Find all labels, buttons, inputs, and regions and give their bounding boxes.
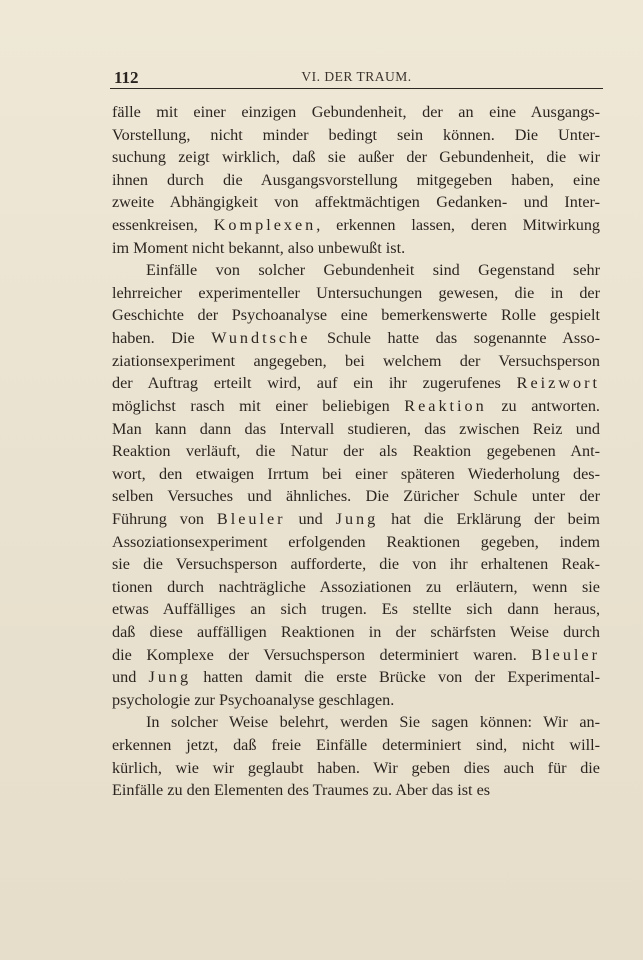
text-line [112, 644, 600, 667]
text-line [112, 395, 600, 418]
text-segment: und [285, 509, 336, 528]
text-line [112, 508, 600, 531]
text-segment: Schule hatte das sogenannte Asso- [310, 329, 600, 348]
text-segment: hat die Erklärung der beim [378, 509, 600, 528]
text-segment: Geschichte der Psychoanalyse eine bemerkenswerte Rolle gespielt [112, 306, 600, 325]
spaced-emphasis: Jung [335, 509, 379, 528]
text-segment: Assoziationsexperiment erfolgenden Reaktionen gegeben, indem [112, 532, 600, 551]
text-line [112, 372, 600, 395]
text-segment: und [112, 668, 149, 687]
text-segment: tionen durch nachträgliche Assoziationen zu erläutern, wenn sie [112, 577, 600, 596]
running-head: VI. DER TRAUM. [301, 69, 412, 84]
text-segment: zu antworten. [486, 396, 600, 415]
paragraph [112, 711, 600, 801]
text-line [112, 214, 600, 237]
text-segment: In solcher Weise belehrt, werden Sie sagen können: Wir an- [146, 713, 600, 732]
text-segment: Man kann dann das Intervall studieren, das zwischen Reiz und [112, 419, 600, 438]
header-rule [110, 88, 603, 89]
text-line [112, 463, 600, 486]
text-segment: möglichst rasch mit einer beliebigen [112, 396, 405, 415]
text-segment: Reaktion verläuft, die Natur der als Reaktion gegebenen Ant- [112, 442, 600, 461]
text-line [112, 598, 600, 621]
text-segment: daß diese auffälligen Reaktionen in der schärfsten Weise durch [112, 623, 600, 642]
text-segment: sie die Versuchsperson aufforderte, die von ihr erhaltenen Reak- [112, 555, 600, 574]
text-segment: fälle mit einer einzigen Gebundenheit, der an eine Ausgangs- [112, 103, 600, 121]
text-line [112, 191, 600, 214]
text-line [112, 304, 600, 327]
text-line [112, 418, 600, 441]
text-segment: im Moment nicht bekannt, also unbewußt ist. [112, 238, 406, 257]
spaced-emphasis: Komplexen [213, 216, 317, 235]
text-segment: erkennen jetzt, daß freie Einfälle determiniert sind, nicht will- [112, 736, 600, 755]
text-segment: ihnen durch die Ausgangsvorstellung mitgegeben haben, eine [112, 170, 600, 189]
body-text [112, 101, 600, 802]
text-line [112, 327, 600, 350]
text-segment: die Komplexe der Versuchsperson determiniert waren. [112, 645, 532, 664]
spaced-emphasis: Bleuler [531, 645, 600, 664]
text-line [112, 282, 600, 305]
text-segment: selben Versuches und ähnliches. Die Züricher Schule unter der [112, 487, 600, 506]
text-segment: suchung zeigt wirklich, daß sie außer der Gebundenheit, die wir [112, 148, 600, 167]
text-segment: haben. Die [112, 329, 212, 348]
text-line [112, 440, 600, 463]
text-segment: ziationsexperiment angegeben, bei welchem der Versuchsperson [112, 351, 600, 370]
text-segment: Führung von [112, 509, 217, 528]
text-line [112, 169, 600, 192]
text-line [112, 621, 600, 644]
text-line [112, 734, 600, 757]
text-segment: psychologie zur Psychoanalyse geschlagen. [112, 690, 395, 709]
text-line [112, 531, 600, 554]
text-segment: Einfälle zu den Elementen des Traumes zu. Aber das ist es [112, 781, 491, 800]
text-segment: der Auftrag erteilt wird, auf ein ihr zugerufenes [112, 374, 517, 393]
paragraph [112, 259, 600, 711]
text-line [112, 757, 600, 780]
page-number: 112 [114, 68, 139, 87]
text-line [112, 779, 600, 802]
text-segment: essenkreisen, [112, 216, 214, 235]
page-header [110, 60, 603, 86]
text-line [112, 689, 600, 712]
text-segment: hatten damit die erste Brücke von der Experimental- [191, 668, 600, 687]
text-segment: wort, den etwaigen Irrtum bei einer späteren Wiederholung des- [112, 464, 600, 483]
text-segment: kürlich, wie wir geglaubt haben. Wir geben dies auch für die [112, 758, 600, 777]
paragraph [112, 101, 600, 259]
text-segment: etwas Auffälliges an sich trugen. Es stellte sich dann heraus, [112, 600, 600, 619]
text-line [112, 101, 600, 124]
text-segment: Vorstellung, nicht minder bedingt sein können. Die Unter- [112, 125, 600, 144]
text-line [112, 124, 600, 147]
text-line [112, 666, 600, 689]
spaced-emphasis: Reaktion [404, 396, 487, 415]
text-segment: Einfälle von solcher Gebundenheit sind Gegenstand sehr [146, 261, 600, 280]
text-segment: , erkennen lassen, deren Mitwirkung [316, 216, 600, 235]
text-segment: lehrreicher experimenteller Untersuchungen gewesen, die in der [112, 283, 600, 302]
text-line [112, 576, 600, 599]
spaced-emphasis: Reizwort [516, 374, 600, 393]
text-line [112, 146, 600, 169]
text-line [112, 553, 600, 576]
spaced-emphasis: Jung [148, 668, 192, 687]
text-line [112, 259, 600, 282]
text-line [112, 350, 600, 373]
text-line [112, 485, 600, 508]
text-segment: zweite Abhängigkeit von affektmächtigen Gedanken- und Inter- [112, 193, 600, 212]
text-line [112, 711, 600, 734]
text-line [112, 237, 600, 260]
spaced-emphasis: Wundtsche [211, 329, 311, 348]
spaced-emphasis: Bleuler [216, 509, 286, 528]
